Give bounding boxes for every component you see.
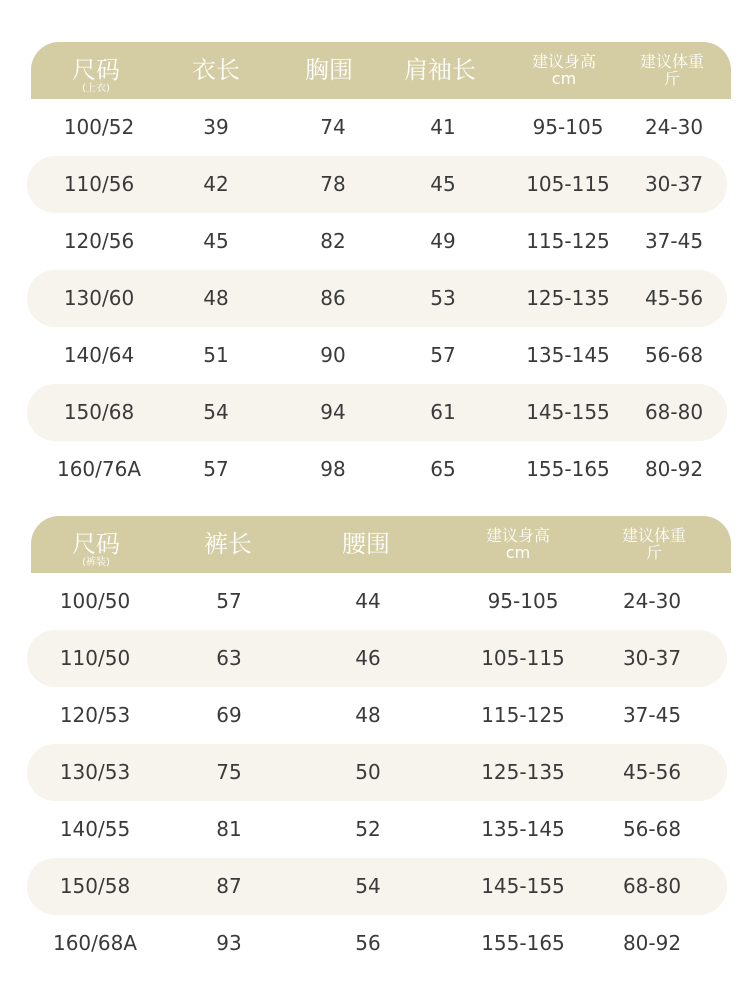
- table-row: [27, 441, 727, 498]
- header-waist: 腰围: [342, 530, 390, 558]
- cell-height: 155-165: [526, 457, 610, 481]
- cell-pants-length: 81: [216, 817, 242, 841]
- table-row: [27, 687, 727, 744]
- cell-chest: 90: [320, 343, 346, 367]
- table-row: [27, 630, 727, 687]
- cell-height: 125-135: [481, 760, 565, 784]
- cell-length: 45: [203, 229, 229, 253]
- cell-length: 39: [203, 115, 229, 139]
- cell-weight: 68-80: [622, 874, 682, 898]
- cell-length: 57: [203, 457, 229, 481]
- cell-pants-length: 93: [216, 931, 242, 955]
- cell-height: 135-145: [481, 817, 565, 841]
- pants-table-header: [31, 516, 731, 573]
- cell-shoulder: 65: [430, 457, 456, 481]
- cell-size: 160/76A: [56, 457, 142, 481]
- cell-height: 155-165: [481, 931, 565, 955]
- table-row: [27, 384, 727, 441]
- cell-waist: 46: [355, 646, 381, 670]
- cell-height: 135-145: [526, 343, 610, 367]
- cell-height: 95-105: [532, 115, 604, 139]
- table-row: [27, 270, 727, 327]
- cell-height: 145-155: [526, 400, 610, 424]
- table-row: [27, 915, 727, 972]
- cell-shoulder: 41: [430, 115, 456, 139]
- cell-chest: 78: [320, 172, 346, 196]
- header-length: 衣长: [192, 56, 240, 84]
- table-row: [27, 156, 727, 213]
- cell-chest: 74: [320, 115, 346, 139]
- header-weight: 建议体重 斤: [621, 526, 687, 562]
- header-size: 尺码 (上衣): [72, 56, 120, 94]
- cell-weight: 30-37: [622, 646, 682, 670]
- table-row: [27, 573, 727, 630]
- table-row: [27, 858, 727, 915]
- cell-shoulder: 61: [430, 400, 456, 424]
- cell-size: 100/50: [59, 589, 131, 613]
- cell-pants-length: 87: [216, 874, 242, 898]
- cell-size: 140/55: [59, 817, 131, 841]
- cell-weight: 80-92: [622, 931, 682, 955]
- cell-pants-length: 75: [216, 760, 242, 784]
- cell-size: 150/58: [59, 874, 131, 898]
- cell-waist: 44: [355, 589, 381, 613]
- cell-chest: 82: [320, 229, 346, 253]
- cell-size: 130/60: [63, 286, 135, 310]
- header-weight: 建议体重 斤: [639, 52, 705, 88]
- cell-length: 48: [203, 286, 229, 310]
- top-table-header: [31, 42, 731, 99]
- cell-height: 105-115: [481, 646, 565, 670]
- cell-chest: 86: [320, 286, 346, 310]
- cell-pants-length: 63: [216, 646, 242, 670]
- cell-weight: 37-45: [622, 703, 682, 727]
- cell-chest: 94: [320, 400, 346, 424]
- cell-weight: 45-56: [622, 760, 682, 784]
- header-pants-length: 裤长: [204, 530, 252, 558]
- cell-weight: 45-56: [644, 286, 704, 310]
- cell-weight: 80-92: [644, 457, 704, 481]
- cell-height: 115-125: [481, 703, 565, 727]
- cell-waist: 52: [355, 817, 381, 841]
- cell-size: 120/53: [59, 703, 131, 727]
- cell-weight: 30-37: [644, 172, 704, 196]
- cell-weight: 24-30: [622, 589, 682, 613]
- cell-pants-length: 69: [216, 703, 242, 727]
- cell-shoulder: 49: [430, 229, 456, 253]
- cell-height: 95-105: [487, 589, 559, 613]
- cell-length: 54: [203, 400, 229, 424]
- cell-length: 42: [203, 172, 229, 196]
- cell-waist: 54: [355, 874, 381, 898]
- cell-size: 140/64: [63, 343, 135, 367]
- header-size: 尺码 (裤装): [72, 530, 120, 568]
- cell-size: 130/53: [59, 760, 131, 784]
- cell-shoulder: 45: [430, 172, 456, 196]
- cell-size: 120/56: [63, 229, 135, 253]
- header-chest: 胸围: [305, 56, 353, 84]
- cell-size: 100/52: [63, 115, 135, 139]
- cell-length: 51: [203, 343, 229, 367]
- cell-size: 160/68A: [52, 931, 138, 955]
- cell-waist: 48: [355, 703, 381, 727]
- cell-waist: 56: [355, 931, 381, 955]
- cell-height: 145-155: [481, 874, 565, 898]
- cell-pants-length: 57: [216, 589, 242, 613]
- cell-weight: 56-68: [622, 817, 682, 841]
- cell-height: 125-135: [526, 286, 610, 310]
- cell-weight: 37-45: [644, 229, 704, 253]
- header-shoulder-sleeve: 肩袖长: [404, 56, 476, 84]
- table-row: [27, 213, 727, 270]
- cell-size: 150/68: [63, 400, 135, 424]
- cell-chest: 98: [320, 457, 346, 481]
- cell-height: 115-125: [526, 229, 610, 253]
- table-row: [27, 801, 727, 858]
- cell-size: 110/56: [63, 172, 135, 196]
- cell-waist: 50: [355, 760, 381, 784]
- header-height: 建议身高 cm: [531, 52, 597, 88]
- table-row: [27, 744, 727, 801]
- table-row: [27, 99, 727, 156]
- cell-weight: 24-30: [644, 115, 704, 139]
- cell-weight: 56-68: [644, 343, 704, 367]
- header-height: 建议身高 cm: [485, 526, 551, 562]
- cell-height: 105-115: [526, 172, 610, 196]
- cell-size: 110/50: [59, 646, 131, 670]
- cell-weight: 68-80: [644, 400, 704, 424]
- cell-shoulder: 53: [430, 286, 456, 310]
- table-row: [27, 327, 727, 384]
- cell-shoulder: 57: [430, 343, 456, 367]
